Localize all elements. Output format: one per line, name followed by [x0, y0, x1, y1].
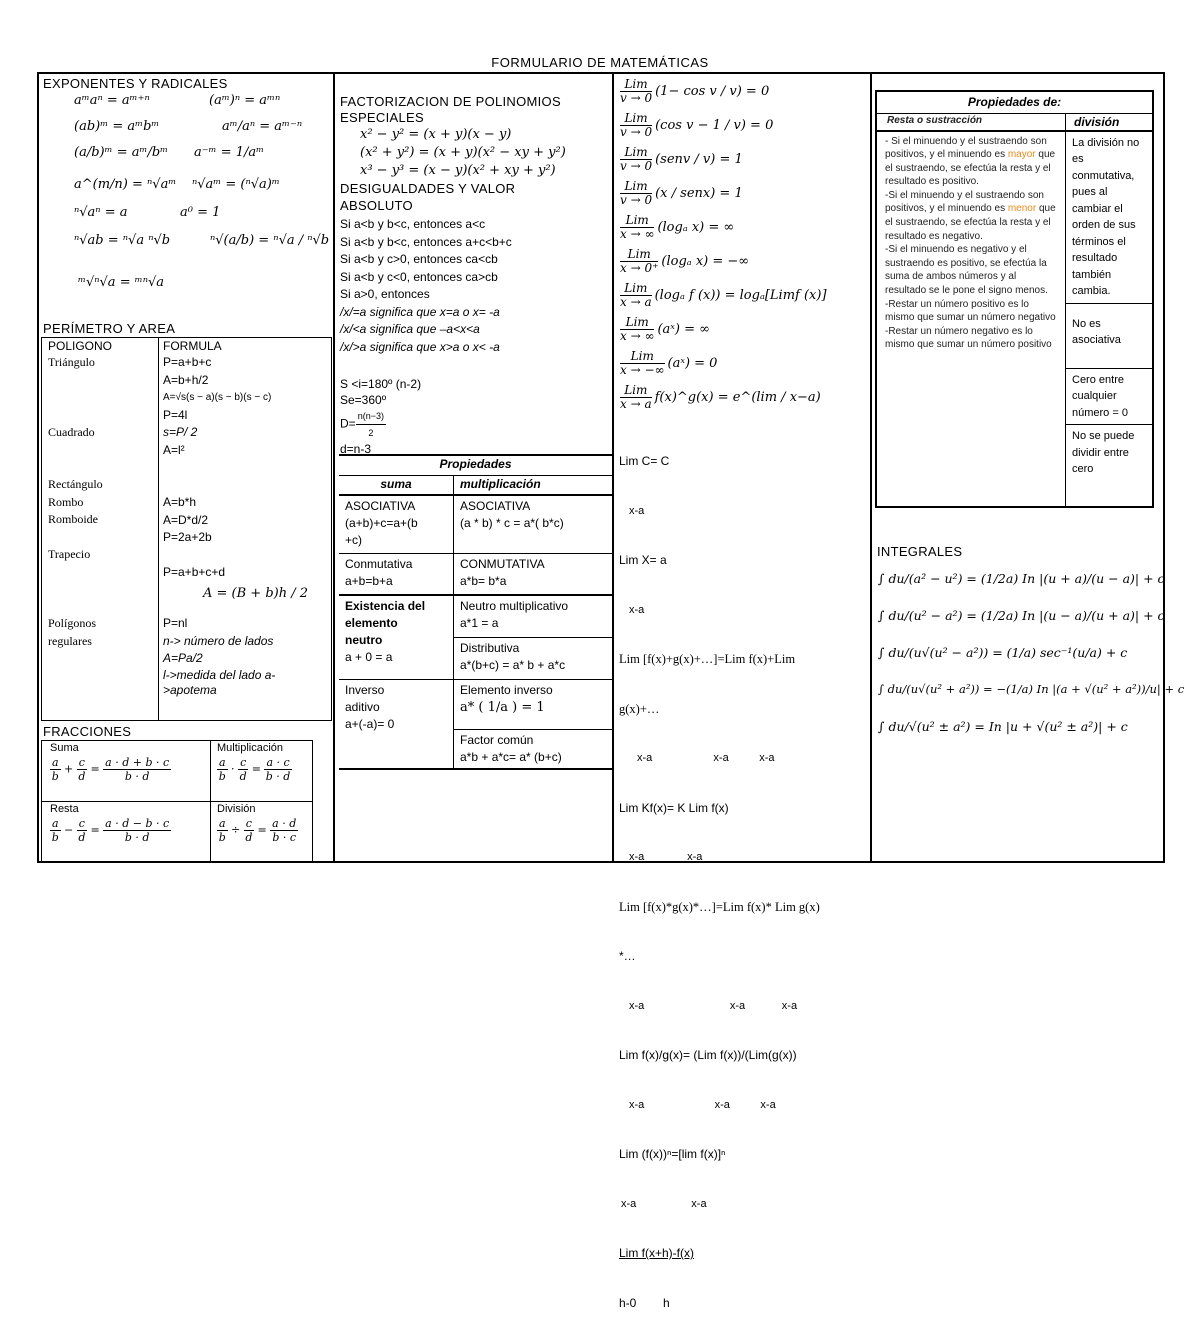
prop-conmutativa-mult: CONMUTATIVA a*b= b*a	[454, 553, 613, 595]
desigualdades-list	[340, 216, 512, 356]
list-item: Lim C= C	[619, 454, 670, 468]
col-header-formula: FORMULA	[159, 338, 332, 355]
limit-formula	[620, 176, 868, 210]
limit-formula	[620, 312, 868, 346]
prop-conmutativa-suma: Conmutativa a+b=b+a	[339, 553, 454, 595]
propiedades-title: Propiedades	[339, 455, 612, 475]
column-divider	[612, 72, 614, 863]
formula: ᵐ√ⁿ√a = ᵐⁿ√a	[78, 275, 164, 290]
formula: (ab)ᵐ = aᵐbᵐ	[74, 119, 160, 134]
integrales-list	[878, 560, 1185, 745]
limit-formula	[620, 380, 868, 414]
factorizacion-heading-2: ESPECIALES	[340, 110, 424, 125]
list-item: P=2a+2b	[163, 530, 212, 544]
limites-formulas	[620, 74, 868, 414]
list-item: A=b*h	[163, 495, 197, 509]
perimetro-table	[41, 337, 332, 721]
formula: aᵐ/aⁿ = aᵐ⁻ⁿ	[222, 119, 303, 134]
limit-operator: Lim v → 0	[620, 178, 653, 207]
list-item: Si a<b y c<0, entonces ca>cb	[340, 269, 498, 284]
limit-expression: (cos v − 1 / v) = 0	[655, 117, 774, 133]
list-item: x-a x-a x-a	[629, 1098, 776, 1111]
list-item: D= $\frac{n(n-3)}{2}$	[340, 408, 421, 441]
column-divider	[333, 72, 335, 863]
limit-formula	[620, 108, 868, 142]
formula: ⁿ√aᵐ = (ⁿ√a)ᵐ	[192, 177, 280, 192]
prop-inverso-mult: Elemento inverso a* ( 1/a ) = 1	[454, 679, 613, 729]
list-item: Lim f(x+h)-f(x)	[619, 1246, 694, 1260]
fraccion-formula: $\frac{a}{b}$ ÷ $\frac{c}{d}$ = $\frac{a \cdot d}{b \cdot c}$	[218, 816, 297, 844]
formula: a⁰ = 1	[180, 205, 221, 220]
fraccion-formula: $\frac{a}{b}$ · $\frac{c}{d}$ = $\frac{a \cdot c}{b \cdot d}$	[218, 756, 291, 783]
limit-formula	[620, 74, 868, 108]
prop-asociativa-suma: ASOCIATIVA (a+b)+c=a+(b +c)	[339, 495, 454, 553]
list-item: x-a x-a	[629, 851, 703, 863]
resta-descripcion: - Si el minuendo y el sustraendo son positivos, y el minuendo es mayor que el sustraendo, se efectúa la resta y el resultado es positivo. -Si el minuendo y el sustraendo son positivos, y el minuendo es menor que el sustraendo, se efectúa la resta y el resultado es negativo. -Si el minuendo es negativo y el sustraendo es positivo, se efectúa la suma de ambos números y al resultado se le pone el signo menos. -Restar un número positivo es lo mismo que sumar un número negativo -Restar un número negativo es lo mismo que sumar un número positivo	[876, 131, 1066, 508]
list-item: A=D*d/2	[163, 512, 209, 527]
list-item: Cuadrado	[48, 424, 95, 439]
list-item: x-a	[629, 603, 645, 616]
list-item: Si a>0, entonces	[340, 287, 430, 301]
angulos	[340, 376, 421, 457]
prop-factor-comun: Factor común a*b + a*c= a* (b+c)	[454, 729, 613, 769]
limit-expression: (x / senx) = 1	[655, 185, 743, 201]
list-item: l->medida del lado a->apotema	[163, 667, 276, 697]
list-item: Rectángulo	[48, 477, 103, 491]
list-item: regulares	[48, 633, 92, 648]
list-item: /x/<a significa que –a<x<a	[340, 322, 480, 336]
formula: ∫ du/√(u² ± a²) = In |u + √(u² ± a²)| + c	[878, 719, 1128, 734]
fraccion-suma	[42, 741, 211, 802]
col-header-division: división	[1066, 113, 1154, 131]
list-item: h-0 h	[619, 1295, 670, 1310]
limit-expression: (aˣ) = 0	[667, 355, 718, 371]
page-title: FORMULARIO DE MATEMÁTICAS	[491, 55, 709, 70]
limit-expression: (1− cos v / v) = 0	[655, 83, 770, 99]
division-conmutativa: La división no es conmutativa, pues al cambiar el orden de sus términos el resultado también cambia.	[1066, 131, 1154, 304]
list-item: x-a x-a x-a	[637, 752, 775, 764]
perimetro-heading: PERÍMETRO Y AREA	[43, 321, 176, 336]
limit-operator: Lim x → ∞	[620, 212, 655, 241]
prop-asociativa-mult: ASOCIATIVA (a * b) * c = a*( b*c)	[454, 495, 613, 553]
col-header-resta: Resta o sustracción	[876, 113, 1066, 131]
propiedades-table	[339, 454, 612, 770]
limit-operator: Lim x → 0⁺	[620, 246, 659, 275]
list-item: g(x)+…	[619, 701, 660, 716]
formula: ⁿ√aⁿ = a	[74, 205, 128, 220]
list-item: P=a+b+c	[163, 355, 212, 369]
division-entre-cero: No se puede dividir entre cero	[1066, 425, 1154, 508]
limit-formula	[620, 142, 868, 176]
limit-operator: Lim v → 0	[620, 144, 653, 173]
limit-expression: (logₐ f (x)) = logₐ[Limf (x)]	[654, 287, 827, 303]
division-asociativa: No es asociativa	[1066, 303, 1154, 368]
list-item: P=4l	[163, 407, 188, 422]
list-item: Si a<b y c>0, entonces ca<cb	[340, 252, 498, 266]
limit-operator: Lim x → a	[620, 382, 652, 411]
list-item: Romboide	[48, 512, 98, 526]
limit-operator: Lim v → 0	[620, 76, 653, 105]
list-item: Lim [f(x)+g(x)+…]=Lim f(x)+Lim	[619, 652, 796, 666]
prop-neutro-mult: Neutro multiplicativo a*1 = a	[454, 595, 613, 637]
list-item: /x/=a significa que x=a o x= -a	[340, 304, 500, 319]
list-item: A=l²	[163, 442, 185, 457]
limit-operator: Lim x → −∞	[620, 348, 665, 377]
list-item: Se=360º	[340, 393, 387, 407]
col-header-poligono: POLIGONO	[42, 338, 159, 355]
formula: aᵐaⁿ = aᵐ⁺ⁿ	[74, 93, 150, 108]
fraccion-formula: $\frac{a}{b}$ − $\frac{c}{d}$ = $\frac{a \cdot d - b \cdot c}{b \cdot d}$	[51, 816, 170, 844]
factorizacion-heading: FACTORIZACION DE POLINOMIOS	[340, 94, 561, 109]
fraccion-formula: $\frac{a}{b}$ + $\frac{c}{d}$ = $\frac{a \cdot d + b \cdot c}{b \cdot d}$	[51, 756, 170, 783]
list-item: x-a	[629, 504, 645, 517]
list-item: d=n-3	[340, 442, 372, 456]
list-item: P=nl	[163, 616, 188, 630]
col-header-multiplicacion: multiplicación	[454, 475, 613, 495]
formula: ∫ du/(a² − u²) = (1/2a) In |(u + a)/(u − a)| + c	[878, 571, 1165, 586]
integrales-heading: INTEGRALES	[877, 544, 963, 559]
limit-formula	[620, 278, 868, 312]
formula: x³ − y³ = (x − y)(x² + xy + y²)	[360, 163, 556, 178]
formula: ⁿ√(a/b) = ⁿ√a / ⁿ√b	[210, 233, 330, 248]
list-item: *…	[619, 949, 636, 963]
fracciones-heading: FRACCIONES	[43, 724, 132, 739]
limit-expression: (logₐ x) = ∞	[657, 219, 735, 235]
formula: ∫ du/(u² − a²) = (1/2a) In |(u − a)/(u + a)| + c	[878, 608, 1165, 623]
list-item: Triángulo	[48, 355, 95, 369]
limit-operator: Lim v → 0	[620, 110, 653, 139]
formula-column	[159, 354, 332, 721]
formula: ∫ du/(u√(u² − a²)) = (1/a) sec⁻¹(u/a) + c	[878, 645, 1128, 660]
list-item: Si a<b y b<c, entonces a+c<b+c	[340, 234, 512, 249]
list-item: P=a+b+c+d	[163, 564, 226, 579]
limit-expression: (senv / v) = 1	[655, 151, 743, 167]
division-cero-entre: Cero entre cualquier número = 0	[1066, 368, 1154, 425]
prop-inverso-suma: Inverso aditivo a+(-a)= 0	[339, 679, 454, 769]
formula: ⁿ√ab = ⁿ√a ⁿ√b	[74, 233, 171, 248]
formula: ∫ du/(u√(u² + a²)) = −(1/a) In |(a + √(u² + a²))/u| + c	[878, 682, 1185, 696]
formula: x² − y² = (x + y)(x − y)	[360, 127, 512, 142]
limites-texto	[619, 420, 820, 1328]
desigualdades-heading: DESIGUALDADES Y VALOR	[340, 181, 516, 196]
desigualdades-heading-2: ABSOLUTO	[340, 198, 413, 213]
list-item: Polígonos	[48, 616, 97, 630]
list-item: x-a x-a x-a	[629, 999, 798, 1012]
list-item: s=P/ 2	[163, 425, 198, 439]
fraccion-resta	[42, 801, 211, 862]
list-item: /x/>a significa que x>a o x< -a	[340, 339, 500, 354]
list-item: A=Pa/2	[163, 651, 203, 665]
exponentes-heading: EXPONENTES Y RADICALES	[43, 76, 228, 91]
limit-expression: (aˣ) = ∞	[657, 321, 710, 337]
list-item: A = (B + b)h / 2	[203, 586, 309, 601]
list-item: n-> número de lados	[163, 633, 274, 648]
prop-neutro-suma: Existencia del elemento neutro a + 0 = a	[339, 595, 454, 679]
list-item: Si a<b y b<c, entonces a<c	[340, 217, 486, 231]
prop-distributiva: Distributiva a*(b+c) = a* b + a*c	[454, 637, 613, 679]
formula: (x² + y²) = (x + y)(x² − xy + y²)	[360, 145, 566, 160]
list-item: Lim (f(x))ⁿ=[lim f(x)]ⁿ	[619, 1147, 726, 1161]
poligono-column	[42, 354, 159, 721]
limit-operator: Lim x → ∞	[620, 314, 655, 343]
list-item: S <i=180º (n-2)	[340, 377, 422, 391]
list-item: Lim Kf(x)= K Lim f(x)	[619, 800, 729, 815]
formula: (a/b)ᵐ = aᵐ/bᵐ	[74, 145, 169, 160]
list-item: A=b+h/2	[163, 372, 209, 387]
fraccion-label: División	[217, 802, 256, 815]
fraccion-multiplicacion	[211, 741, 313, 802]
fraccion-division	[211, 801, 313, 862]
column-divider	[870, 72, 872, 863]
division-title: Propiedades de:	[876, 91, 1153, 113]
limit-formula	[620, 210, 868, 244]
fracciones-table	[41, 740, 313, 862]
list-item: A=√s(s − a)(s − b)(s − c)	[163, 392, 272, 403]
list-item: Lim [f(x)*g(x)*…]=Lim f(x)* Lim g(x)	[619, 899, 820, 914]
division-table	[875, 90, 1154, 508]
formula: a^(m/n) = ⁿ√aᵐ	[74, 177, 177, 192]
limit-expression: (logₐ x) = −∞	[661, 253, 750, 269]
formula: (aᵐ)ⁿ = aᵐⁿ	[209, 93, 281, 108]
limit-expression: f(x)^g(x) = e^(lim / x−a)	[654, 389, 821, 405]
list-item: Rombo	[48, 494, 84, 509]
col-header-suma: suma	[339, 475, 454, 495]
limit-formula	[620, 346, 868, 380]
formula: a⁻ᵐ = 1/aᵐ	[194, 145, 265, 160]
fraccion-label: Resta	[50, 802, 79, 815]
list-item: Lim f(x)/g(x)= (Lim f(x))/(Lim(g(x))	[619, 1048, 797, 1062]
limit-operator: Lim x → a	[620, 280, 652, 309]
limit-formula	[620, 244, 868, 278]
list-item: Trapecio	[48, 546, 91, 561]
list-item: Lim X= a	[619, 553, 667, 567]
fraccion-label: Suma	[50, 742, 79, 754]
fraccion-label: Multiplicación	[217, 742, 284, 754]
list-item: x-a x-a	[621, 1197, 707, 1210]
